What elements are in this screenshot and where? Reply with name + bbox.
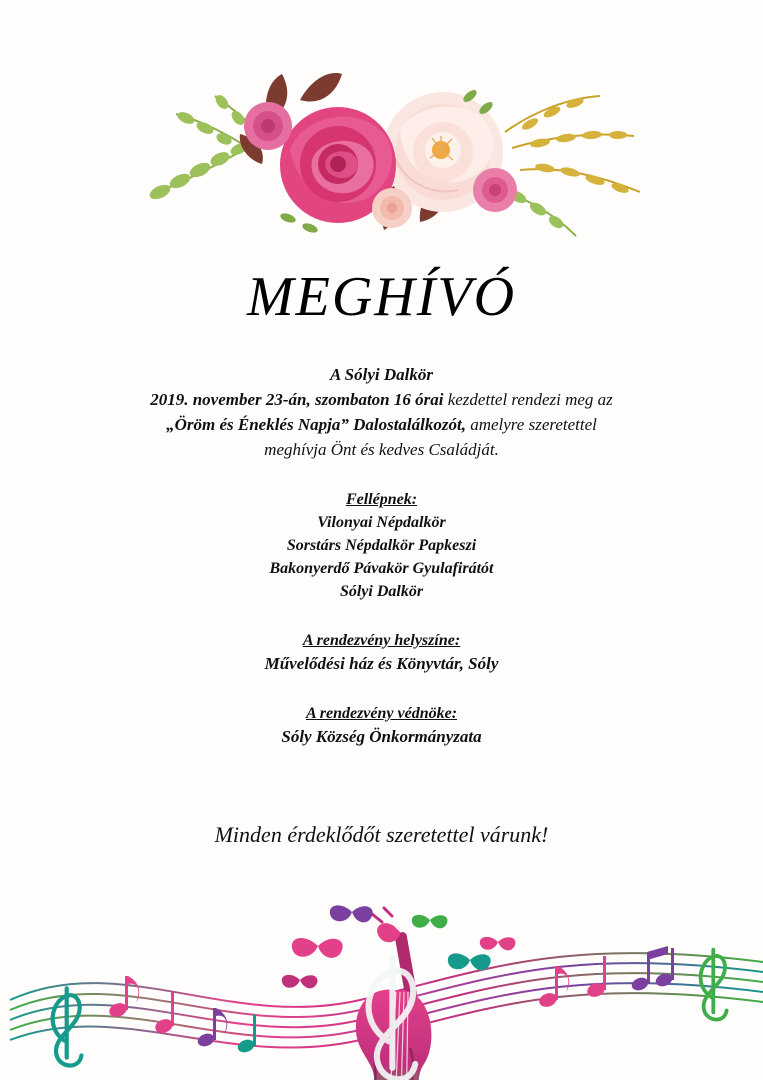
organizer-line: A Sólyi Dalkör — [330, 365, 433, 384]
performer-item: Bakonyerdő Pávakör Gyulafirátót — [269, 560, 494, 577]
invitation-body — [60, 362, 703, 749]
performer-item: Sorstárs Népdalkör Papkeszi — [286, 537, 477, 554]
performer-item: Sólyi Dalkör — [339, 583, 424, 600]
spacer — [60, 462, 703, 488]
page-title: MEGHÍVÓ — [246, 266, 517, 328]
date-rest: kezdettel rendezi meg az — [443, 390, 613, 409]
event-emphasis: „Öröm és Éneklés Napja” Dalostalálkozót, — [166, 415, 466, 434]
invite-line: meghívja Önt és kedves Családját. — [264, 440, 499, 459]
event-line — [60, 412, 703, 437]
patron-heading: A rendezvény védnöke: — [305, 705, 458, 722]
spacer — [60, 676, 703, 702]
spacer — [60, 603, 703, 629]
closing-line: Minden érdeklődőt szeretettel várunk! — [214, 822, 549, 847]
violin-music-notes-butterflies-illustration — [0, 850, 763, 1080]
patron-value: Sóly Község Önkormányzata — [281, 727, 482, 746]
floral-bouquet-illustration — [0, 40, 763, 240]
performers-heading: Fellépnek: — [345, 491, 418, 508]
event-rest: amelyre szeretettel — [465, 415, 597, 434]
venue-value: Művelődési ház és Könyvtár, Sóly — [264, 654, 499, 673]
venue-heading: A rendezvény helyszíne: — [302, 632, 461, 649]
performer-item: Vilonyai Népdalkör — [317, 514, 446, 531]
date-line — [60, 387, 703, 412]
date-emphasis: 2019. november 23-án, szombaton 16 órai — [150, 390, 444, 409]
